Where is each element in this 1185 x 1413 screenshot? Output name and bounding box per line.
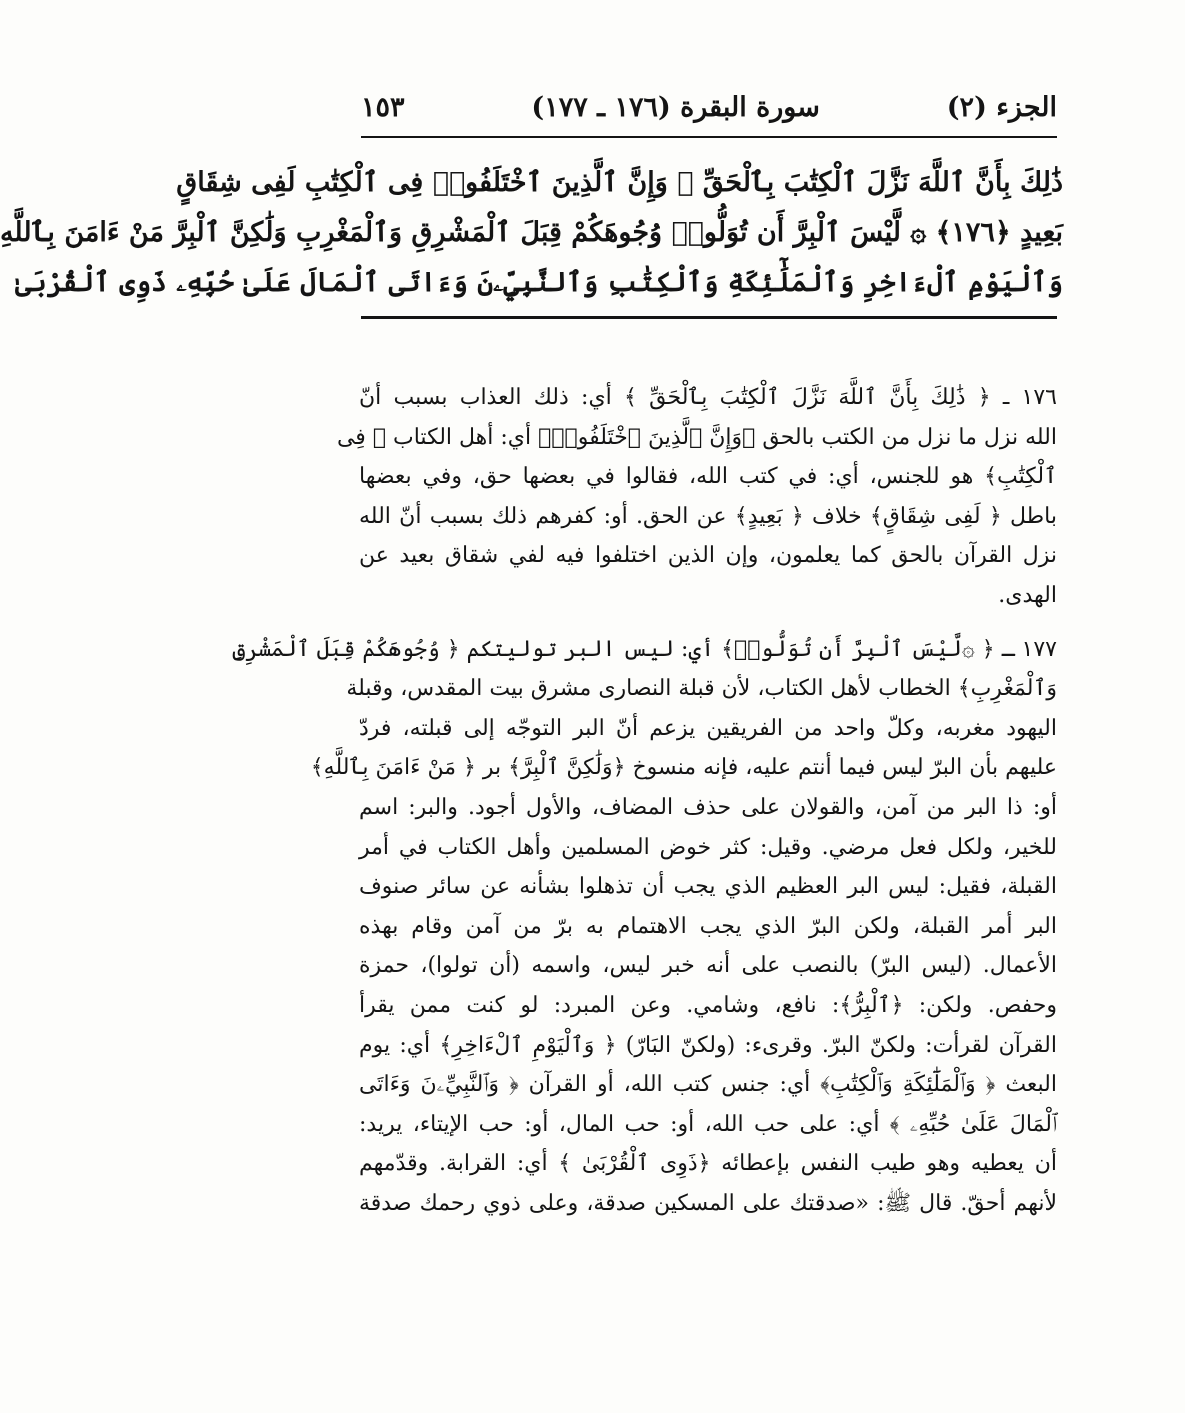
verse-line: وَٱلْيَوْمِ ٱلْءَاخِرِ وَٱلْمَلَٰٓئِكَةِ وَٱلْكِتَٰبِ وَٱلنَّبِيِّۦنَ وَءَاتَى ٱلْمَالَ عَلَىٰ حُبِّهِۦ ذَوِى ٱلْقُرْبَىٰ xyxy=(15,267,1063,298)
surah-label: سورة البقرة (١٧٦ ـ ١٧٧) xyxy=(531,91,820,123)
text-line: القرآن لقرأت: ولكنّ البرّ. وقرىء: (ولكنّ البَارّ) ﴿ وَٱلْيَوْمِ ٱلْءَاخِرِ﴾ أي: يوم xyxy=(359,1032,1057,1058)
header-divider xyxy=(361,136,1057,138)
text-line: اليهود مغربه، وكلّ واحد من الفريقين يزعم أنّ البر التوجّه إلى قبلته، فردّ xyxy=(359,715,1057,741)
text-line: أن يعطيه وهو طيب النفس بإعطائه ﴿ذَوِى ٱلْقُرْبَىٰ ﴾ أي: القرابة. وقدّمهم xyxy=(359,1151,1057,1177)
commentary-paragraph-177 xyxy=(232,630,1057,1224)
commentary-paragraph-176 xyxy=(336,378,1057,616)
text-line: ١٧٧ ـ ﴿ ۞لَّيْسَ ٱلْبِرَّ أَن تُوَلُّوا۟﴾ أي: ليس البر توليتكم ﴿ وُجُوهَكُمْ قِبَلَ ٱلْمَشْرِقِ xyxy=(232,636,1057,662)
text-line: ٱلْكِتَٰبِ﴾ هو للجنس، أي: في كتب الله، فقالوا في بعضها حق، وفي بعضها xyxy=(359,464,1057,490)
text-line: ١٧٦ ـ ﴿ ذَٰلِكَ بِأَنَّ ٱللَّهَ نَزَّلَ ٱلْكِتَٰبَ بِٱلْحَقِّ ﴾ أي: ذلك العذاب بسبب أنّ xyxy=(359,385,1057,410)
text-line: عليهم بأن البرّ ليس فيما أنتم عليه، فإنه منسوخ ﴿وَلَٰكِنَّ ٱلْبِرَّ﴾ بر ﴿ مَنْ ءَامَنَ بِٱللَّهِ﴾ xyxy=(310,755,1057,781)
juz-label: الجزء (٢) xyxy=(946,91,1057,123)
text-line: البر أمر القبلة، ولكن البرّ الذي يجب الاهتمام به برّ من آمن وقام بهذه xyxy=(359,913,1057,939)
running-header xyxy=(361,82,1057,132)
text-line: الأعمال. (ليس البرّ) بالنصب على أنه خبر ليس، واسمه (أن تولوا)، حمزة xyxy=(359,953,1057,979)
verse-line: بَعِيدٍ ﴿١٧٦﴾ ۞ لَّيْسَ ٱلْبِرَّ أَن تُوَلُّوا۟ وُجُوهَكُمْ قِبَلَ ٱلْمَشْرِقِ وَٱلْمَغْرِبِ وَلَٰكِنَّ ٱلْبِرَّ مَنْ ءَامَنَ بِٱللَّهِ xyxy=(0,217,1063,248)
verse-divider xyxy=(361,316,1057,319)
text-line: الله نزل ما نزل من الكتب بالحق ﴿وَإِنَّ ٱلَّذِينَ ٱخْتَلَفُوا۟﴾ أي: أهل الكتاب ﴿ فِى xyxy=(336,424,1057,450)
text-line: أو: ذا البر من آمن، والقولان على حذف المضاف، والأول أجود. والبر: اسم xyxy=(359,794,1057,820)
text-line: وحفص. ولكن: ﴿ٱلْبِرُّ﴾: نافع، وشامي. وعن المبرد: لو كنت ممن يقرأ xyxy=(359,992,1057,1018)
quran-verse-block xyxy=(0,158,1063,308)
text-line: لأنهم أحقّ. قال ﷺ: «صدقتك على المسكين صدقة، وعلى ذوي رحمك صدقة xyxy=(359,1190,1057,1216)
text-line: باطل ﴿ لَفِى شِقَاقٍ﴾ خلاف ﴿ بَعِيدٍ﴾ عن الحق. أو: كفرهم ذلك بسبب أنّ الله xyxy=(359,503,1057,529)
verse-line: ذَٰلِكَ بِأَنَّ ٱللَّهَ نَزَّلَ ٱلْكِتَٰبَ بِٱلْحَقِّ ۗ وَإِنَّ ٱلَّذِينَ ٱخْتَلَفُوا۟ فِى ٱلْكِتَٰبِ لَفِى شِقَاقٍ xyxy=(176,167,1063,198)
text-line: ٱلْمَالَ عَلَىٰ حُبِّهِۦ ﴾ أي: على حب الله، أو: حب المال، أو: حب الإيتاء، يريد: xyxy=(359,1111,1057,1137)
page-number: ١٥٣ xyxy=(361,91,405,123)
text-line: للخير، ولكل فعل مرضي. وقيل: كثر خوض المسلمين وأهل الكتاب في أمر xyxy=(359,834,1057,860)
text-line: وَٱلْمَغْرِبِ﴾ الخطاب لأهل الكتاب، لأن قبلة النصارى مشرق بيت المقدس، وقبلة xyxy=(346,676,1057,702)
text-line: الهدى. xyxy=(998,582,1057,608)
text-line: نزل القرآن بالحق كما يعلمون، وإن الذين اختلفوا فيه لفي شقاق بعيد عن xyxy=(359,543,1057,569)
text-line: البعث ﴿ وَٱلْمَلَٰٓئِكَةِ وَٱلْكِتَٰبِ﴾ أي: جنس كتب الله، أو القرآن ﴿ وَٱلنَّبِيِّۦنَ وَءَاتَى xyxy=(359,1072,1057,1098)
text-line: القبلة، فقيل: ليس البر العظيم الذي يجب أن تذهلوا بشأنه عن سائر صنوف xyxy=(359,874,1057,900)
commentary-body xyxy=(232,378,1057,1223)
